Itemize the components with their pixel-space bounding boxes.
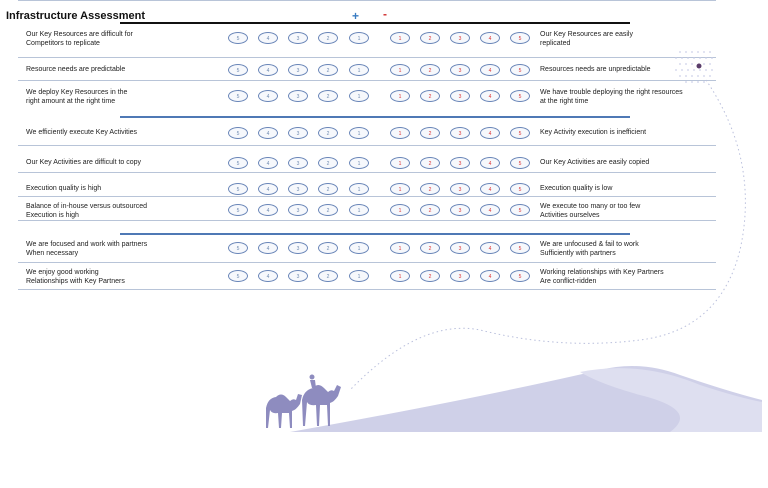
rating-negative-four[interactable]: 4: [480, 204, 500, 216]
rating-positive-five[interactable]: 5: [228, 90, 248, 102]
rating-positive-three[interactable]: 3: [288, 183, 308, 195]
rating-negative-one[interactable]: 1: [390, 183, 410, 195]
negative-marker: -: [383, 7, 387, 21]
rating-negative-four[interactable]: 4: [480, 157, 500, 169]
rating-positive-three[interactable]: 3: [288, 32, 308, 44]
rating-negative-four[interactable]: 4: [480, 242, 500, 254]
positive-marker: +: [352, 9, 360, 23]
rating-positive-four[interactable]: 4: [258, 90, 278, 102]
rating-positive-one[interactable]: 1: [349, 90, 369, 102]
camel-caravan-icon: [266, 375, 341, 429]
rating-positive-one[interactable]: 1: [349, 127, 369, 139]
rating-positive-two[interactable]: 2: [318, 242, 338, 254]
rating-negative-two[interactable]: 2: [420, 64, 440, 76]
rating-negative-five[interactable]: 5: [510, 157, 530, 169]
rating-positive-four[interactable]: 4: [258, 183, 278, 195]
rating-positive-one[interactable]: 1: [349, 157, 369, 169]
rating-negative-five[interactable]: 5: [510, 204, 530, 216]
rating-positive-two[interactable]: 2: [318, 64, 338, 76]
negative-statement: We are unfocused & fail to work Sufficiently with partners: [540, 241, 639, 257]
rating-negative-four[interactable]: 4: [480, 64, 500, 76]
negative-statement: We have trouble deploying the right resources at the right time: [540, 89, 683, 105]
positive-statement: Resource needs are predictable: [26, 66, 126, 73]
rating-positive-five[interactable]: 5: [228, 204, 248, 216]
rating-negative-three[interactable]: 3: [450, 183, 470, 195]
rating-positive-three[interactable]: 3: [288, 90, 308, 102]
rating-positive-five[interactable]: 5: [228, 32, 248, 44]
rating-negative-three[interactable]: 3: [450, 64, 470, 76]
rating-positive-five[interactable]: 5: [228, 64, 248, 76]
rating-negative-three[interactable]: 3: [450, 204, 470, 216]
positive-statement: We deploy Key Resources in the right amount at the right time: [26, 89, 128, 105]
positive-statement: We are focused and work with partners When necessary: [26, 241, 148, 257]
rating-positive-one[interactable]: 1: [349, 204, 369, 216]
rating-negative-four[interactable]: 4: [480, 90, 500, 102]
rating-negative-four[interactable]: 4: [480, 32, 500, 44]
rating-positive-one[interactable]: 1: [349, 242, 369, 254]
rating-negative-four[interactable]: 4: [480, 183, 500, 195]
rating-positive-three[interactable]: 3: [288, 157, 308, 169]
rating-positive-three[interactable]: 3: [288, 270, 308, 282]
rating-negative-five[interactable]: 5: [510, 242, 530, 254]
positive-statement: Our Key Resources are difficult for Competitors to replicate: [26, 31, 133, 47]
rating-positive-two[interactable]: 2: [318, 204, 338, 216]
rating-positive-four[interactable]: 4: [258, 64, 278, 76]
rating-positive-five[interactable]: 5: [228, 183, 248, 195]
rating-negative-one[interactable]: 1: [390, 64, 410, 76]
rating-positive-one[interactable]: 1: [349, 64, 369, 76]
rating-negative-three[interactable]: 3: [450, 157, 470, 169]
rating-negative-five[interactable]: 5: [510, 64, 530, 76]
rating-negative-one[interactable]: 1: [390, 127, 410, 139]
rating-negative-two[interactable]: 2: [420, 242, 440, 254]
rating-positive-one[interactable]: 1: [349, 183, 369, 195]
rating-negative-five[interactable]: 5: [510, 127, 530, 139]
negative-statement: Execution quality is low: [540, 185, 613, 192]
rating-negative-two[interactable]: 2: [420, 157, 440, 169]
rating-negative-two[interactable]: 2: [420, 90, 440, 102]
rating-positive-five[interactable]: 5: [228, 270, 248, 282]
rating-negative-one[interactable]: 1: [390, 270, 410, 282]
rating-negative-three[interactable]: 3: [450, 90, 470, 102]
rating-negative-one[interactable]: 1: [390, 242, 410, 254]
negative-statement: Our Key Resources are easily replicated: [540, 31, 633, 47]
rating-negative-two[interactable]: 2: [420, 204, 440, 216]
positive-statement: Execution quality is high: [26, 185, 102, 192]
rating-negative-one[interactable]: 1: [390, 90, 410, 102]
rating-negative-five[interactable]: 5: [510, 32, 530, 44]
rating-positive-three[interactable]: 3: [288, 204, 308, 216]
rating-negative-one[interactable]: 1: [390, 204, 410, 216]
rating-negative-three[interactable]: 3: [450, 32, 470, 44]
positive-statement: Our Key Activities are difficult to copy: [26, 159, 142, 166]
rating-negative-three[interactable]: 3: [450, 242, 470, 254]
rating-negative-two[interactable]: 2: [420, 127, 440, 139]
rating-negative-one[interactable]: 1: [390, 157, 410, 169]
dot-pattern-icon: [675, 51, 713, 83]
rating-negative-one[interactable]: 1: [390, 32, 410, 44]
rating-positive-one[interactable]: 1: [349, 32, 369, 44]
rating-positive-four[interactable]: 4: [258, 204, 278, 216]
rating-negative-five[interactable]: 5: [510, 90, 530, 102]
page-title: Infrastructure Assessment: [6, 10, 145, 22]
negative-statement: Our Key Activities are easily copied: [540, 159, 650, 166]
rating-positive-two[interactable]: 2: [318, 270, 338, 282]
rating-negative-five[interactable]: 5: [510, 183, 530, 195]
positive-statement: We enjoy good working Relationships with Key Partners: [26, 269, 125, 285]
rating-positive-four[interactable]: 4: [258, 242, 278, 254]
rating-positive-four[interactable]: 4: [258, 127, 278, 139]
rating-positive-three[interactable]: 3: [288, 127, 308, 139]
negative-statement: Resources needs are unpredictable: [540, 66, 651, 73]
rating-negative-two[interactable]: 2: [420, 183, 440, 195]
positive-statement: Balance of in-house versus outsourced Execution is high: [26, 203, 148, 219]
rating-positive-four[interactable]: 4: [258, 157, 278, 169]
focus-dot-icon: [697, 64, 702, 69]
rating-positive-two[interactable]: 2: [318, 90, 338, 102]
rating-negative-three[interactable]: 3: [450, 127, 470, 139]
rating-positive-two[interactable]: 2: [318, 32, 338, 44]
positive-statement: We efficiently execute Key Activities: [26, 129, 138, 136]
rating-positive-two[interactable]: 2: [318, 127, 338, 139]
rating-positive-five[interactable]: 5: [228, 127, 248, 139]
rating-positive-three[interactable]: 3: [288, 242, 308, 254]
rating-positive-two[interactable]: 2: [318, 183, 338, 195]
negative-statement: Working relationships with Key Partners Are conflict-ridden: [540, 269, 664, 285]
rating-negative-four[interactable]: 4: [480, 270, 500, 282]
rating-positive-three[interactable]: 3: [288, 64, 308, 76]
rating-negative-five[interactable]: 5: [510, 270, 530, 282]
rating-negative-four[interactable]: 4: [480, 127, 500, 139]
negative-statement: Key Activity execution is inefficient: [540, 129, 647, 136]
rating-negative-two[interactable]: 2: [420, 270, 440, 282]
rating-positive-five[interactable]: 5: [228, 157, 248, 169]
dotted-path-icon: [350, 80, 745, 390]
rating-negative-three[interactable]: 3: [450, 270, 470, 282]
rating-positive-four[interactable]: 4: [258, 32, 278, 44]
rating-positive-five[interactable]: 5: [228, 242, 248, 254]
rating-positive-one[interactable]: 1: [349, 270, 369, 282]
rating-positive-two[interactable]: 2: [318, 157, 338, 169]
negative-statement: We execute too many or too few Activities ourselves: [540, 203, 641, 219]
rating-negative-two[interactable]: 2: [420, 32, 440, 44]
rating-positive-four[interactable]: 4: [258, 270, 278, 282]
